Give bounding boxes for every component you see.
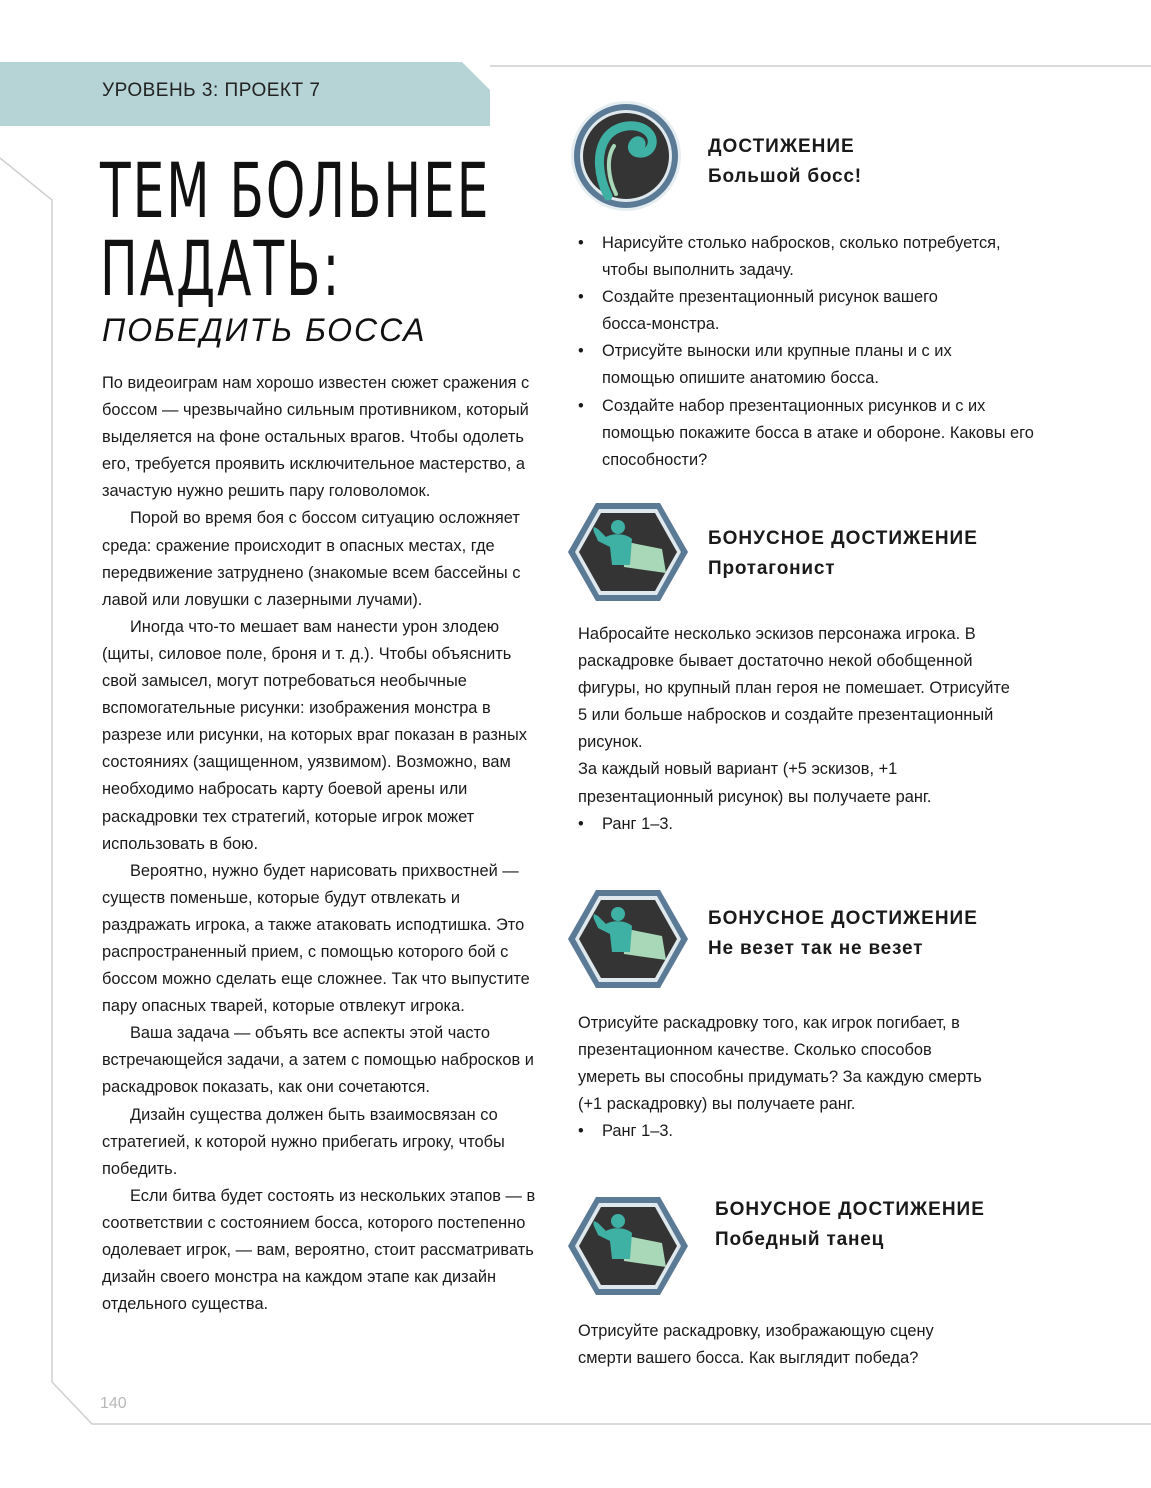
bonus3-name: Победный танец: [715, 1229, 885, 1250]
task-item: • Создайте презентационный рисунок вашего босса-монстра.: [578, 284, 982, 338]
body-text: [102, 370, 548, 1318]
body-paragraph: Иногда что-то мешает вам нанести урон злодею (щиты, силовое поле, броня и т. д.). Чтобы объяснить свой замысел, могут потребоваться необычные вспомогательные рисунки: изображения монстра в разрезе или рисунки, на которых враг показан в разных состояниях (защищенном, уязвимом). Возможно, вам необходимо набросать карту боевой арены или раскадровки тех стратегий, которые игрок может использовать в бою.: [102, 617, 527, 853]
body-paragraph: Вероятно, нужно будет нарисовать прихвостней — существ поменьше, которые будут отвлекать и раздражать игрока, а также атаковать исподтишка. Это распространенный прием, с помощью которого бой с боссом можно сделать еще сложнее. Так что выпустите пару опасных тварей, которые отвлекут игрока.: [102, 861, 530, 1016]
bonus2-name: Не везет так не везет: [708, 938, 924, 959]
body-paragraph: Ваша задача — объять все аспекты этой часто встречающейся задачи, а затем с помощью набросков и раскадровок показать, как они сочетаются.: [102, 1024, 534, 1097]
bonus3-label: БОНУСНОЕ ДОСТИЖЕНИЕ: [715, 1199, 985, 1220]
bonus-badge: [566, 1195, 690, 1297]
page-number: 140: [100, 1395, 127, 1412]
bonus2-text: [578, 1010, 998, 1145]
bonus1-heading: [708, 524, 978, 584]
achievement-label: ДОСТИЖЕНИЕ: [708, 136, 855, 157]
title-line-1: ТЕМ БОЛЬНЕЕ: [100, 146, 491, 235]
bonus1-rank-rule: За каждый новый вариант (+5 эскизов, +1 презентационный рисунок) вы получаете ранг.: [578, 760, 932, 806]
body-paragraph: Если битва будет состоять из нескольких этапов — в соответствии с состоянием босса, которого постепенно одолевает игрок, — вам, вероятно, стоит рассматривать дизайн своего монстра на каждом этапе как дизайн отдельного существа.: [102, 1186, 536, 1314]
task-item: • Нарисуйте столько набросков, сколько потребуется, чтобы выполнить задачу.: [578, 230, 1012, 284]
achievement-tasks: [578, 230, 1038, 474]
bonus3-text: [578, 1318, 978, 1372]
bonus1-text: [578, 621, 1018, 838]
page-title: [100, 146, 491, 313]
task-item: • Отрисуйте выноски или крупные планы и с их помощью опишите анатомию босса.: [578, 338, 972, 392]
bonus3-description: Отрисуйте раскадровку, изображающую сцену смерти вашего босса. Как выглядит победа?: [578, 1322, 934, 1368]
bonus3-heading: [715, 1195, 985, 1255]
page-subtitle: ПОБЕДИТЬ БОССА: [102, 312, 427, 348]
achievement-heading: [708, 132, 862, 192]
body-paragraph: По видеоиграм нам хорошо известен сюжет сражения с боссом — чрезвычайно сильным противником, который выделяется на фоне остальных врагов. Чтобы одолеть его, требуется проявить исключительное мастерство, а зачастую нужно решить пару головоломок.: [102, 374, 530, 501]
achievement-name: Большой босс!: [708, 166, 862, 187]
bonus2-description: Отрисуйте раскадровку того, как игрок погибает, в презентационном качестве. Сколько способов умереть вы способны придумать? За каждую смерть (+1 раскадровку) вы получаете ранг.: [578, 1014, 982, 1114]
bonus1-name: Протагонист: [708, 558, 836, 579]
bonus1-rank: • Ранг 1–3.: [578, 811, 1018, 838]
body-paragraph: Порой во время боя с боссом ситуацию осложняет среда: сражение происходит в опасных местах, где передвижение затруднено (знакомые всем бассейны с лавой или ловушки с лазерными лучами).: [102, 509, 521, 609]
title-line-2: ПАДАТЬ:: [100, 224, 342, 313]
bonus-badge: [566, 888, 690, 990]
achievement-badge: [568, 98, 684, 214]
level-label: УРОВЕНЬ 3: ПРОЕКТ 7: [102, 80, 321, 101]
bonus2-rank: • Ранг 1–3.: [578, 1118, 998, 1145]
bonus-badge: [566, 501, 690, 603]
bonus2-heading: [708, 904, 978, 964]
bonus2-label: БОНУСНОЕ ДОСТИЖЕНИЕ: [708, 908, 978, 929]
bonus1-description: Набросайте несколько эскизов персонажа игрока. В раскадровке бывает достаточно некой обобщенной фигуры, но крупный план героя не помешает. Отрисуйте 5 или больше набросков и создайте презентационный рисунок.: [578, 625, 1010, 752]
body-paragraph: Дизайн существа должен быть взаимосвязан со стратегией, к которой нужно прибегать игроку, чтобы победить.: [102, 1105, 505, 1178]
task-item: • Создайте набор презентационных рисунков и с их помощью покажите босса в атаке и обороне. Каковы его способности?: [578, 393, 1038, 474]
bonus1-label: БОНУСНОЕ ДОСТИЖЕНИЕ: [708, 528, 978, 549]
